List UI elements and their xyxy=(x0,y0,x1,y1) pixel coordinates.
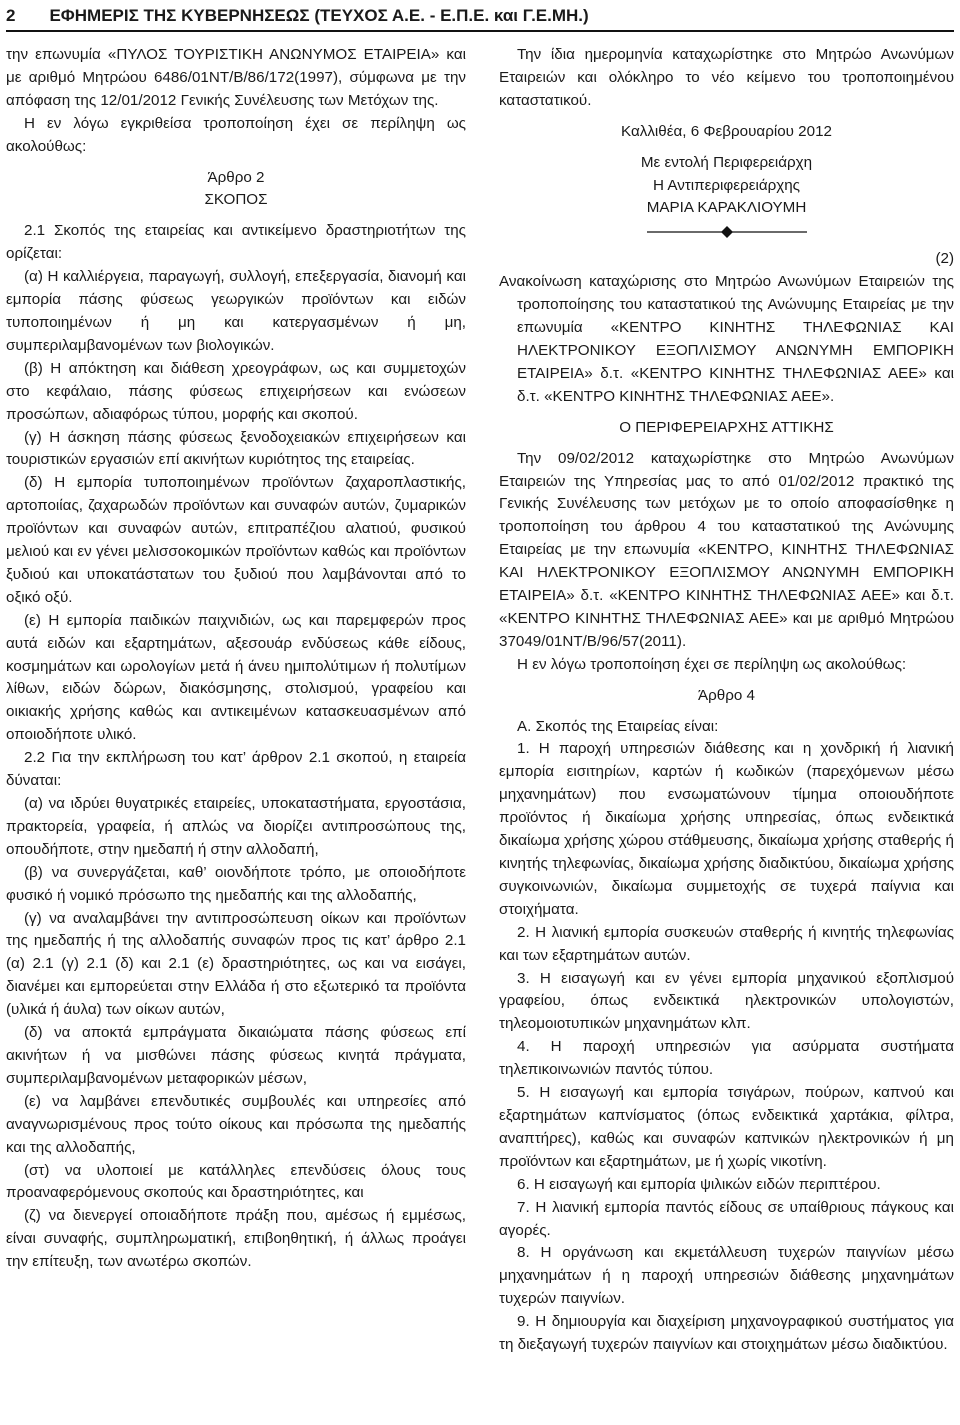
list-item: 5. Η εισαγωγή και εμπορία τσιγάρων, πούρων, καπνού και εξαρτημάτων καπνίσματος (όπως ενδεικτικά χαρτάκια, φίλτρα, αναπτήρες), καθώς και συναφών καπνικών ηλεκτρονικών ή μη προϊόντων και εξαρτημάτων, με ή χωρίς νικοτίνη. xyxy=(499,1084,954,1170)
paragraph: (ε) να λαμβάνει επενδυτικές συμβουλές και υπηρεσίες από αναγνωρισμένους προς τούτο οίκους και πρόσωπα της ημεδαπής και της αλλοδαπής, xyxy=(6,1092,466,1156)
section-heading: ΣΚΟΠΟΣ xyxy=(204,191,268,209)
paragraph: 2.2 Για την εκπλήρωση του κατ’ άρθρον 2.1 σκοπού, η εταιρεία δύναται: xyxy=(6,749,466,790)
paragraph: (γ) Η άσκηση πάσης φύσεως ξενοδοχειακών επιχειρήσεων και τουριστικών εργασιών επί ακινήτων κυριότητος της εταιρείας. xyxy=(6,428,466,469)
paragraph: Την 09/02/2012 καταχωρίστηκε στο Μητρώο Ανωνύμων Εταιρειών της Υπηρεσίας μας το από 01/02/2012 πρακτικό της Γενικής Συνέλευσης των μετόχων με το οποίο αποφασίσθηκε η τροποποίηση του άρθρου 4 του καταστατικού της Ανώνυμης Εταιρείας με την επωνυμία «ΚΕΝΤΡΟ, ΚΙΝΗΤΗΣ ΤΗΛΕΦΩΝΙΑΣ ΚΑΙ ΗΛΕΚΤΡΟΝΙΚΟΥ ΕΞΟΠΛΙΣΜΟΥ ΑΝΩΝΥΜΗ ΕΜΠΟΡΙΚΗ ΕΤΑΙΡΕΙΑ» δ.τ. «ΚΕΝΤΡΟ ΚΙΝΗΤΗΣ ΤΗΛΕΦΩΝΙΑΣ ΑΕΕ» και δ.τ. «ΚΕΝΤΡΟ ΚΙΝΗΤΗΣ ΤΗΛΕΦΩΝΙΑΣ ΑΕΕ» και με αριθμό Μητρώου 37049/01ΝΤ/Β/96/57(2011). xyxy=(499,449,954,650)
list-item: 3. Η εισαγωγή και εν γένει εμπορία μηχανικού εξοπλισμού γραφείου, όπως ενδεικτικά ηλεκτρονικών υπολογιστών, τηλεομοιοτυπικών μηχανημάτων κλπ. xyxy=(499,969,954,1033)
paragraph: (α) να ιδρύει θυγατρικές εταιρείες, υποκαταστήματα, εργοστάσια, πρακτορεία, γραφεία, ή απλώς να διορίζει αντιπροσώπους της, οπουδήποτε, στην ημεδαπή ή στην αλλοδαπή, xyxy=(6,795,466,858)
page-number: 2 xyxy=(6,6,16,25)
paragraph: (ε) Η εμπορία παιδικών παιχνιδιών, ως και παρεμφερών προς αυτά ειδών και εξαρτημάτων, αξεσουάρ ενδύσεως κάθε είδους, κοσμημάτων και ωρολογίων μετά ή άνευ ημιπολύτιμων ή πολυτίμων λίθων, ειδών δώρων, διακόσμησης, στολισμού, γραφείου και οικιακής χρήσης καθώς και αντικειμένων κατασκευασμένων από οποιοδήποτε υλικό. xyxy=(6,611,466,744)
paragraph: (α) Η καλλιέργεια, παραγωγή, συλλογή, επεξεργασία, διανομή και εμπορία πάσης φύσεως γεωργικών προϊόντων και ειδών τυποποιημένων ή μη και κατεργασμένων ή μη, συμπεριλαμβανομένων των βιολογικών. xyxy=(6,268,466,354)
paragraph: (γ) να αναλαμβάνει την αντιπροσώπευση οίκων και προϊόντων της ημεδαπής ή της αλλοδαπής συναφών προς τις κατ’ άρθρο 2.1 (α) 2.1 (γ) 2.1 (δ) και 2.1 (ε) δραστηριότητες, ως και να εισάγει, διανέμει και εμπορεύεται στην Ελλάδα ή στο εξωτερικό τα προϊόντα (υλικά ή άυλα) των οίκων αυτών, xyxy=(6,909,466,1019)
list-item: 1. Η παροχή υπηρεσιών διάθεσης και η χονδρική ή λιανική εμπορία εισιτηρίων, καρτών ή κωδικών (παρεχόμενων μέσω μηχανημάτων) που ενσωματώνουν τίμημα οποιουδήποτε προϊόντος ή δικαίωμα χρήσης υπηρεσίας, όπως ενδεικτικά δικαίωμα χρήσης χώρου στάθμευσης, δικαίωμα χρήσης σταθερής ή κινητής τηλεφωνίας, δικαίωμα χρήσης διαδικτύου, δικαίωμα χρήσης συγκοινωνιών, δικαίωμα συμμετοχής σε τυχερά παίγνια και στοιχήματα. xyxy=(499,740,954,918)
paragraph: (δ) Η εμπορία τυποποιημένων προϊόντων ζαχαροπλαστικής, αρτοποιίας, ζαχαρωδών προϊόντων και συναφών αυτών, ζυμαρικών προϊόντων και συναφών αυτών, επιτραπέζιου αλατιού, φυσικού μελιού και εν γένει μελισσοκομικών προϊόντων καθώς και προϊόντων ξυδιού και υποκατάστατων του ξυδιού που λαμβάνονται από το οξικό οξύ. xyxy=(6,474,466,606)
article-heading: Άρθρο 4 xyxy=(698,686,755,704)
paragraph: (β) να συνεργάζεται, καθ’ οιονδήποτε τρόπο, με οποιοδήποτε φυσικό ή νομικό πρόσωπο της ημεδαπής και της αλλοδαπής, xyxy=(6,863,466,904)
notice-number: (2) xyxy=(935,250,954,268)
paragraph: (ζ) να διενεργεί οποιαδήποτε πράξη που, αμέσως ή εμμέσως, είναι συναφής, συμπληρωματική, επιβοηθητική, ή άλλως προάγει την επίτευξη, των ανωτέρω σκοπών. xyxy=(6,1207,466,1271)
paragraph: (δ) να αποκτά εμπράγματα δικαιώματα πάσης φύσεως επί ακινήτων ή να μισθώνει πάσης φύσεως κινητά πράγματα, συμπεριλαμβανομένων μεταφορικών μέσων, xyxy=(6,1024,466,1087)
left-column xyxy=(6,44,466,1274)
list-item: 2. Η λιανική εμπορία συσκευών σταθερής ή κινητής τηλεφωνίας και των εξαρτημάτων αυτών. xyxy=(499,923,954,964)
list-item: 4. Η παροχή υπηρεσιών για ασύρματα συστήματα τηλεπικοινωνιών παντός τύπου. xyxy=(499,1038,954,1079)
list-item: 6. Η εισαγωγή και εμπορία ψιλικών ειδών περιπτέρου. xyxy=(517,1175,881,1193)
page-header xyxy=(6,4,954,32)
paragraph: (στ) να υλοποιεί με κατάλληλες επενδύσεις όλους τους προαναφερόμενους σκοπούς και δραστηριότητες, και xyxy=(6,1161,466,1202)
paragraph: Την ίδια ημερομηνία καταχωρίστηκε στο Μητρώο Ανωνύμων Εταιρειών και ολόκληρο το νέο κείμενο του τροποποιημένου καταστατικού. xyxy=(499,46,954,109)
list-item: 7. Η λιανική εμπορία παντός είδους σε υπαίθριους πάγκους και αγορές. xyxy=(499,1198,954,1239)
signatory-name: ΜΑΡΙΑ ΚΑΡΑΚΛΙΟΥΜΗ xyxy=(646,199,807,217)
place-date: Καλλιθέα, 6 Φεβρουαρίου 2012 xyxy=(621,122,832,140)
authority-heading: Ο ΠΕΡΙΦΕΡΕΙΑΡΧΗΣ ΑΤΤΙΚΗΣ xyxy=(619,418,834,436)
paragraph: 2.1 Σκοπός της εταιρείας και αντικείμενο δραστηριοτήτων της ορίζεται: xyxy=(6,222,466,263)
diamond-rule-icon xyxy=(647,226,807,238)
signature-order: Με εντολή Περιφερειάρχη xyxy=(640,153,813,171)
right-column xyxy=(499,44,954,1357)
paragraph: Η εν λόγω τροποποίηση έχει σε περίληψη ως ακολούθως: xyxy=(517,655,907,673)
notice-title: Ανακοίνωση καταχώρισης στο Μητρώο Ανωνύμων Εταιρειών της τροποποίησης του καταστατικού της Ανώνυμης Εταιρείας με την επωνυμία «ΚΕΝΤΡΟ ΚΙΝΗΤΗΣ ΤΗΛΕΦΩΝΙΑΣ ΚΑΙ ΗΛΕΚΤΡΟΝΙΚΟΥ ΕΞΟΠΛΙΣΜΟΥ ΑΝΩΝΥΜΗ ΕΜΠΟΡΙΚΗ ΕΤΑΙΡΕΙΑ» δ.τ. «ΚΕΝΤΡΟ ΚΙΝΗΤΗΣ ΤΗΛΕΦΩΝΙΑΣ ΑΕΕ» και δ.τ. «ΚΕΝΤΡΟ ΚΙΝΗΤΗΣ ΤΗΛΕΦΩΝΙΑΣ ΑΕΕ». xyxy=(499,273,954,405)
signature-title: Η Αντιπεριφερειάρχης xyxy=(653,176,800,194)
paragraph: (β) Η απόκτηση και διάθεση χρεογράφων, ως και συμμετοχών στο κεφάλαιο, πάσης φύσεως επιχειρήσεων και ενώσεων προσώπων, αδιαφόρως τύπου, μορφής και σκοπού. xyxy=(6,359,466,423)
section-divider xyxy=(499,226,954,238)
section-heading: Α. Σκοπός της Εταιρείας είναι: xyxy=(517,717,719,735)
paragraph: την επωνυμία «ΠΥΛΟΣ ΤΟΥΡΙΣΤΙΚΗ ΑΝΩΝΥΜΟΣ ΕΤΑΙΡΕΙΑ» και με αριθμό Μητρώου 6486/01ΝΤ/Β/86/172(1997), σύμφωνα με την απόφαση της 12/01/2012 Γενικής Συνέλευσης των Μετόχων της. xyxy=(6,46,466,109)
paragraph: Η εν λόγω εγκριθείσα τροποποίηση έχει σε περίληψη ως ακολούθως: xyxy=(6,114,466,155)
gazette-title: ΕΦΗΜΕΡΙΣ ΤΗΣ ΚΥΒΕΡΝΗΣΕΩΣ (ΤΕΥΧΟΣ Α.Ε. - Ε.Π.Ε. και Γ.Ε.ΜΗ.) xyxy=(49,6,589,25)
article-heading: Άρθρο 2 xyxy=(207,168,265,186)
list-item: 8. Η οργάνωση και εκμετάλλευση τυχερών παιγνίων μέσω μηχανημάτων ή η παροχή υπηρεσιών διάθεσης μηχανημάτων τυχερών παιγνίων. xyxy=(499,1244,954,1308)
list-item: 9. Η δημιουργία και διαχείριση μηχανογραφικού συστήματος για τη διεξαγωγή τυχερών παιγνίων και στοιχημάτων μέσω διαδικτύου. xyxy=(499,1313,954,1354)
